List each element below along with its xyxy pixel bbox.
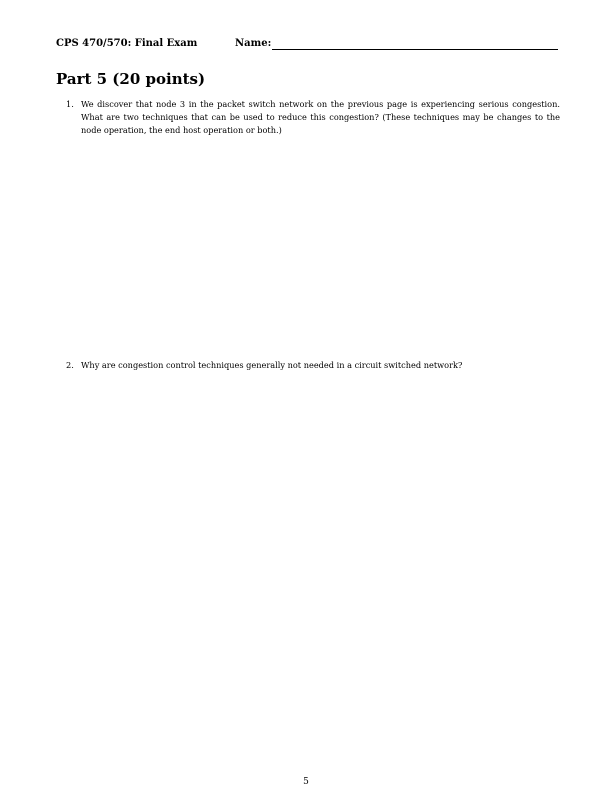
- question-text: Why are congestion control techniques generally not needed in a circuit switched network?: [81, 360, 463, 370]
- name-label: Name:: [235, 38, 272, 49]
- course-title: CPS 470/570: Final Exam: [56, 38, 198, 49]
- question-text: We discover that node 3 in the packet switch network on the previous page is experiencing serious congestion. What are two techniques that can be used to reduce this congestion? (These techniques may be changes to the node operation, the end host operation or both.): [81, 99, 560, 135]
- question-number: 1.: [66, 99, 74, 109]
- part-title: Part 5 (20 points): [56, 70, 206, 88]
- exam-header: [56, 38, 558, 52]
- page-number: 5: [303, 777, 309, 787]
- name-blank-line: [272, 49, 558, 50]
- question-number: 2.: [66, 360, 74, 370]
